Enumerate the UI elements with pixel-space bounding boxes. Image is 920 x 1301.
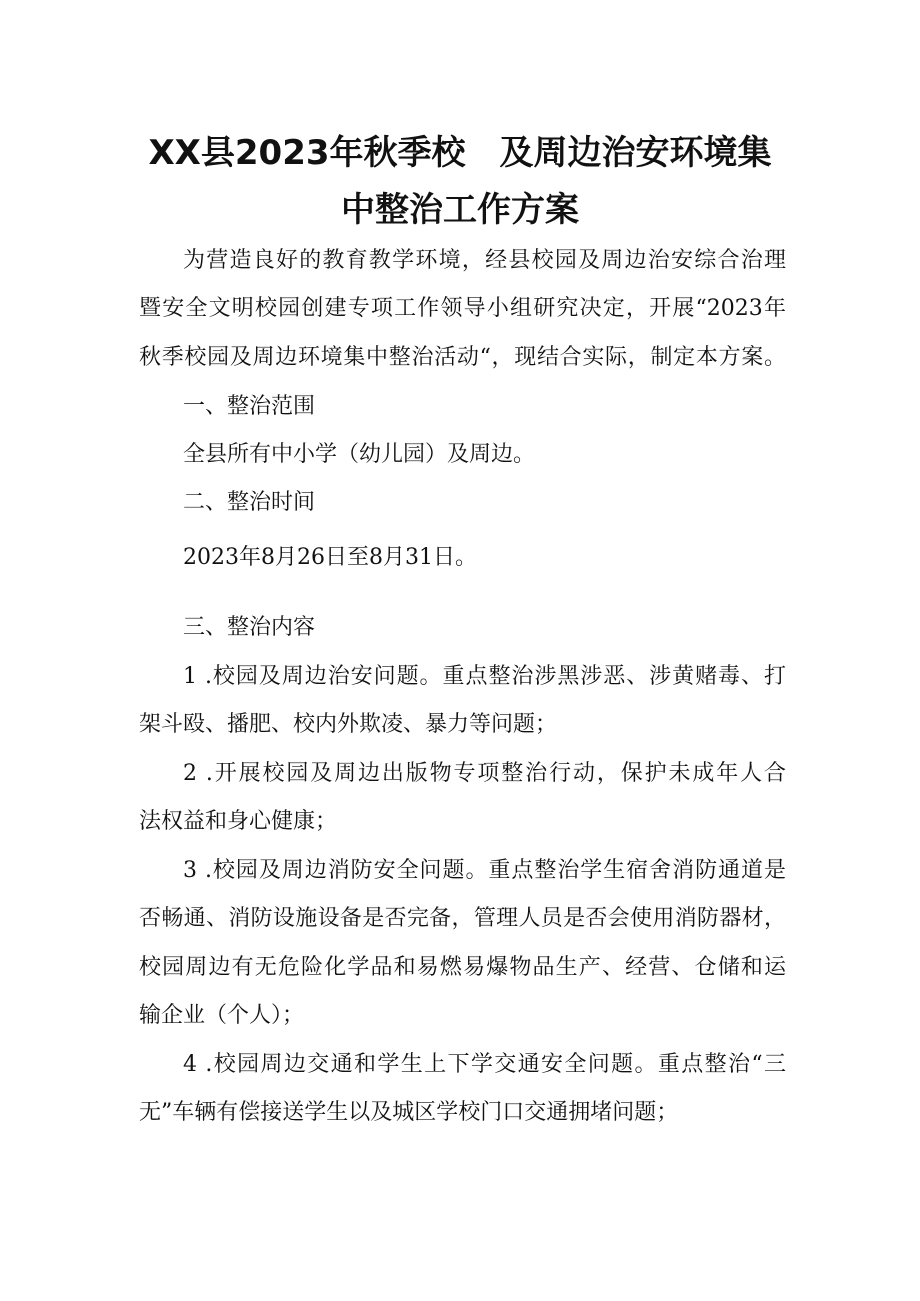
item-3-line-2: 否畅通、消防设施设备是否完备，管理人员是否会使用消防器材， — [139, 906, 786, 931]
item-3-line-1: 3 .校园及周边消防安全问题。重点整治学生宿舍消防通道是 — [183, 858, 786, 883]
item-1-line-2: 架斗殴、播肥、校内外欺凌、暴力等问题； — [139, 712, 558, 737]
item-3-line-3: 校园周边有无危险化学品和易燃易爆物品生产、经营、仓储和运 — [139, 955, 786, 980]
intro-line-1: 为营造良好的教育教学环境，经县校园及周边治安综合治理 — [183, 248, 786, 273]
section-1-text: 全县所有中小学（幼儿园）及周边。 — [183, 442, 536, 467]
section-1-heading: 一、整治范围 — [183, 394, 316, 419]
document-title-line-2: 中整治工作方案 — [341, 190, 579, 230]
item-1-line-1: 1 .校园及周边治安问题。重点整治涉黑涉恶、涉黄赌毒、打 — [183, 664, 786, 689]
section-3-heading: 三、整治内容 — [183, 615, 316, 640]
item-4-line-2: 无”车辆有偿接送学生以及城区学校门口交通拥堵问题； — [139, 1100, 679, 1125]
intro-line-2: 暨安全文明校园创建专项工作领导小组研究决定，开展“2023年 — [139, 296, 786, 321]
section-2-heading: 二、整治时间 — [183, 490, 316, 515]
item-3-line-4: 输企业（个人）； — [139, 1003, 305, 1028]
item-2-line-1: 2 .开展校园及周边出版物专项整治行动，保护未成年人合 — [183, 761, 786, 786]
intro-line-3: 秋季校园及周边环境集中整治活动“，现结合实际，制定本方案。 — [139, 345, 786, 370]
item-4-line-1: 4 .校园周边交通和学生上下学交通安全问题。重点整治“三 — [183, 1052, 786, 1077]
item-2-line-2: 法权益和身心健康； — [139, 809, 338, 834]
document-title-line-1: XX县2023年秋季校 及周边治安环境集 — [148, 133, 772, 173]
section-2-text: 2023年8月26日至8月31日。 — [183, 545, 477, 570]
